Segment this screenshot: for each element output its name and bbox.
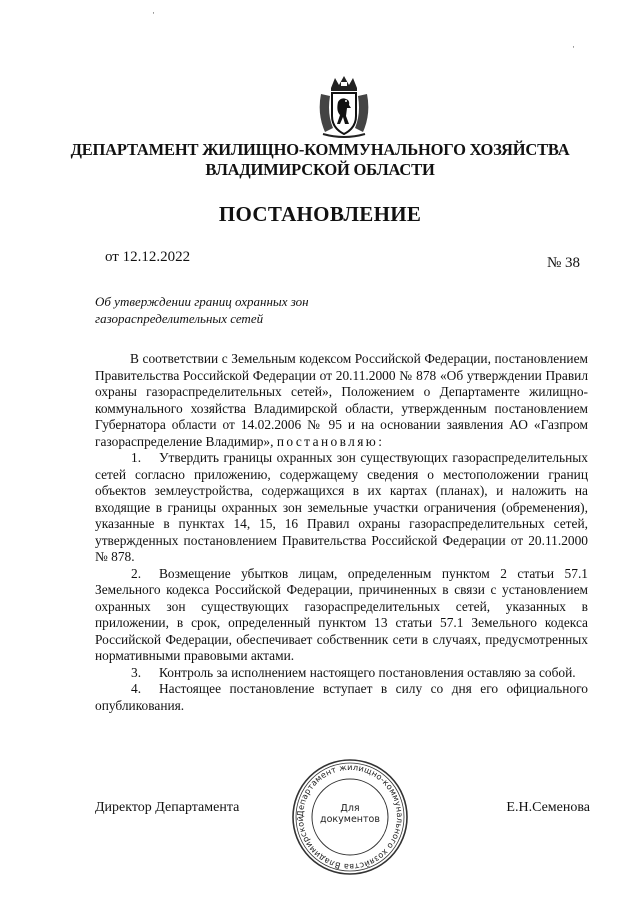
- coat-of-arms-icon: [313, 74, 375, 140]
- document-date: от 12.12.2022: [105, 249, 191, 265]
- document-number: № 38: [546, 255, 580, 271]
- list-item: [95, 681, 588, 714]
- document-body: [95, 351, 588, 714]
- signatory-position: Директор Департамента: [95, 800, 240, 815]
- stamp-center-text: [290, 803, 410, 825]
- signatory-name: Е.Н.Семенова: [506, 800, 590, 815]
- department-line-2: ВЛАДИМИРСКОЙ ОБЛАСТИ: [205, 160, 435, 179]
- scan-speck: ·: [152, 8, 155, 18]
- scan-speck: ·: [572, 42, 575, 52]
- department-line-1: ДЕПАРТАМЕНТ ЖИЛИЩНО-КОММУНАЛЬНОГО ХОЗЯЙСТВА: [70, 140, 570, 159]
- preamble-paragraph: [95, 351, 588, 450]
- stamp-center-line-1: Для: [340, 803, 360, 814]
- subject-line-2: газораспределительных сетей: [95, 311, 264, 326]
- item-number: 3.: [131, 664, 142, 680]
- item-number: 2.: [131, 565, 142, 581]
- list-item: [95, 665, 588, 682]
- preamble-text: В соответствии с Земельным кодексом Российской Федерации, постановлением Правительства Российской Федерации от 20.11.2000 № 878 «Об утверждении Правил охраны газораспределительных сетей», Положением о Департаменте жилищно-коммунального хозяйства Владимирской области, утвержденным постановлением Губернатора области от 14.02.2006 № 95 и на основании заявления АО «Газпром газораспределение Владимир»,: [95, 351, 588, 449]
- item-text: Утвердить границы охранных зон существующих газораспределительных сетей согласно приложению, содержащему сведения о местоположении границ объектов землеустройства, содержащихся в их картах (планах), и наложить на входящие в границы охранных зон земельные участки ограничения (обременения), указанные в пунктах 14, 15, 16 Правил охраны газораспределительных сетей, утвержденных постановлением Правительства Российской Федерации от 20.11.2000 № 878.: [95, 450, 588, 564]
- official-stamp: [290, 757, 410, 877]
- stamp-center-line-2: документов: [320, 814, 380, 825]
- department-title: [0, 140, 640, 180]
- document-subject: [95, 293, 355, 327]
- list-item: [95, 566, 588, 665]
- stamp-ring-text: Департамент жилищно-коммунального хозяйства Владимирской: [294, 761, 406, 873]
- item-number: 4.: [131, 681, 142, 696]
- item-number: 1.: [131, 450, 142, 465]
- list-item: [95, 450, 588, 566]
- decree-word: постановляю:: [276, 433, 385, 449]
- document-type-title: ПОСТАНОВЛЕНИЕ: [218, 202, 422, 226]
- item-text: Настоящее постановление вступает в силу со дня его официального опубликования.: [95, 681, 588, 713]
- item-text: Контроль за исполнением настоящего постановления оставляю за собой.: [159, 664, 576, 680]
- item-text: Возмещение убытков лицам, определенным пунктом 2 статьи 57.1 Земельного кодекса Российской Федерации, причиненных в связи с установлением охранных зон существующих газораспределительных сетей, указанных в приложении, в срок, определенный пунктом 13 статьи 57.1 Земельного кодекса Российской Федерации, обеспечивает собственник сети в случаях, предусмотренных нормативными правовыми актами.: [95, 565, 588, 663]
- subject-line-1: Об утверждении границ охранных зон: [95, 294, 309, 309]
